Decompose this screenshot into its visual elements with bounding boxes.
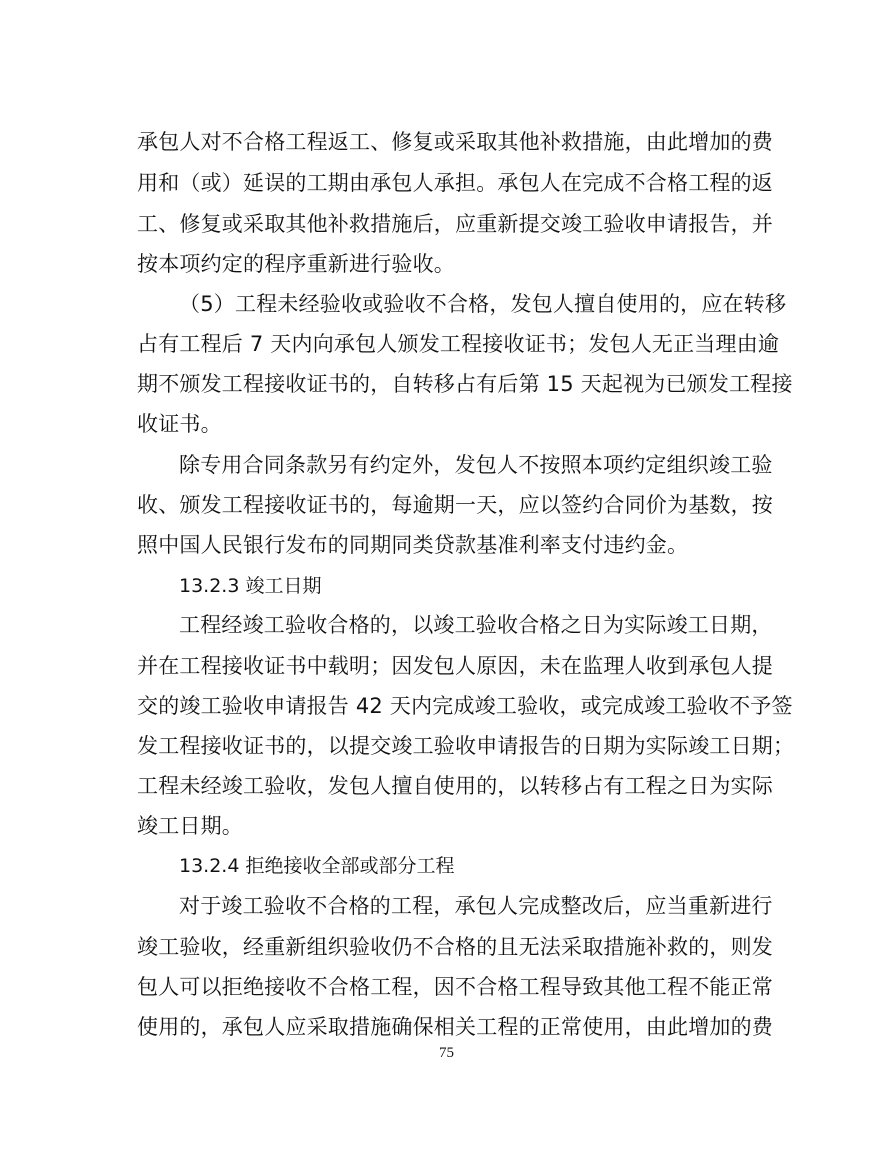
text-line: 用和（或）延误的工期由承包人承担。承包人在完成不合格工程的返 <box>137 171 773 195</box>
text-line: 竣工日期。 <box>137 814 243 838</box>
text-line: 并在工程接收证书中载明；因发包人原因，未在监理人收到承包人提 <box>137 654 773 678</box>
text-line: 工程未经竣工验收，发包人擅自使用的，以转移占有工程之日为实际 <box>137 774 773 798</box>
text-line: 占有工程后 7 天内向承包人颁发工程接收证书；发包人无正当理由逾 <box>137 332 780 356</box>
text-line: 交的竣工验收申请报告 42 天内完成竣工验收，或完成竣工验收不予签 <box>137 694 793 718</box>
text-line: 发工程接收证书的，以提交竣工验收申请报告的日期为实际竣工日期； <box>137 734 795 758</box>
text-line: 竣工验收，经重新组织验收仍不合格的且无法采取措施补救的，则发 <box>137 935 773 959</box>
text-line: 按本项约定的程序重新进行验收。 <box>137 252 455 276</box>
text-line: （5）工程未经验收或验收不合格，发包人擅自使用的，应在转移 <box>179 292 787 316</box>
text-line: 期不颁发工程接收证书的，自转移占有后第 15 天起视为已颁发工程接 <box>137 372 793 396</box>
text-line: 照中国人民银行发布的同期同类贷款基准利率支付违约金。 <box>137 533 689 557</box>
text-line: 承包人对不合格工程返工、修复或采取其他补救措施，由此增加的费 <box>137 130 773 154</box>
section-heading: 13.2.4 拒绝接收全部或部分工程 <box>179 855 455 877</box>
text-line: 收、颁发工程接收证书的，每逾期一天，应以签约合同价为基数，按 <box>137 493 773 517</box>
text-line: 除专用合同条款另有约定外，发包人不按照本项约定组织竣工验 <box>179 453 773 477</box>
text-line: 工、修复或采取其他补救措施后，应重新提交竣工验收申请报告，并 <box>137 212 773 236</box>
page-number: 75 <box>439 1045 454 1061</box>
text-line: 使用的，承包人应采取措施确保相关工程的正常使用，由此增加的费 <box>137 1015 773 1039</box>
text-line: 对于竣工验收不合格的工程，承包人完成整改后，应当重新进行 <box>179 894 773 918</box>
text-line: 包人可以拒绝接收不合格工程，因不合格工程导致其他工程不能正常 <box>137 975 773 999</box>
text-line: 收证书。 <box>137 412 222 436</box>
section-heading: 13.2.3 竣工日期 <box>179 575 322 597</box>
text-line: 工程经竣工验收合格的，以竣工验收合格之日为实际竣工日期， <box>179 613 773 637</box>
